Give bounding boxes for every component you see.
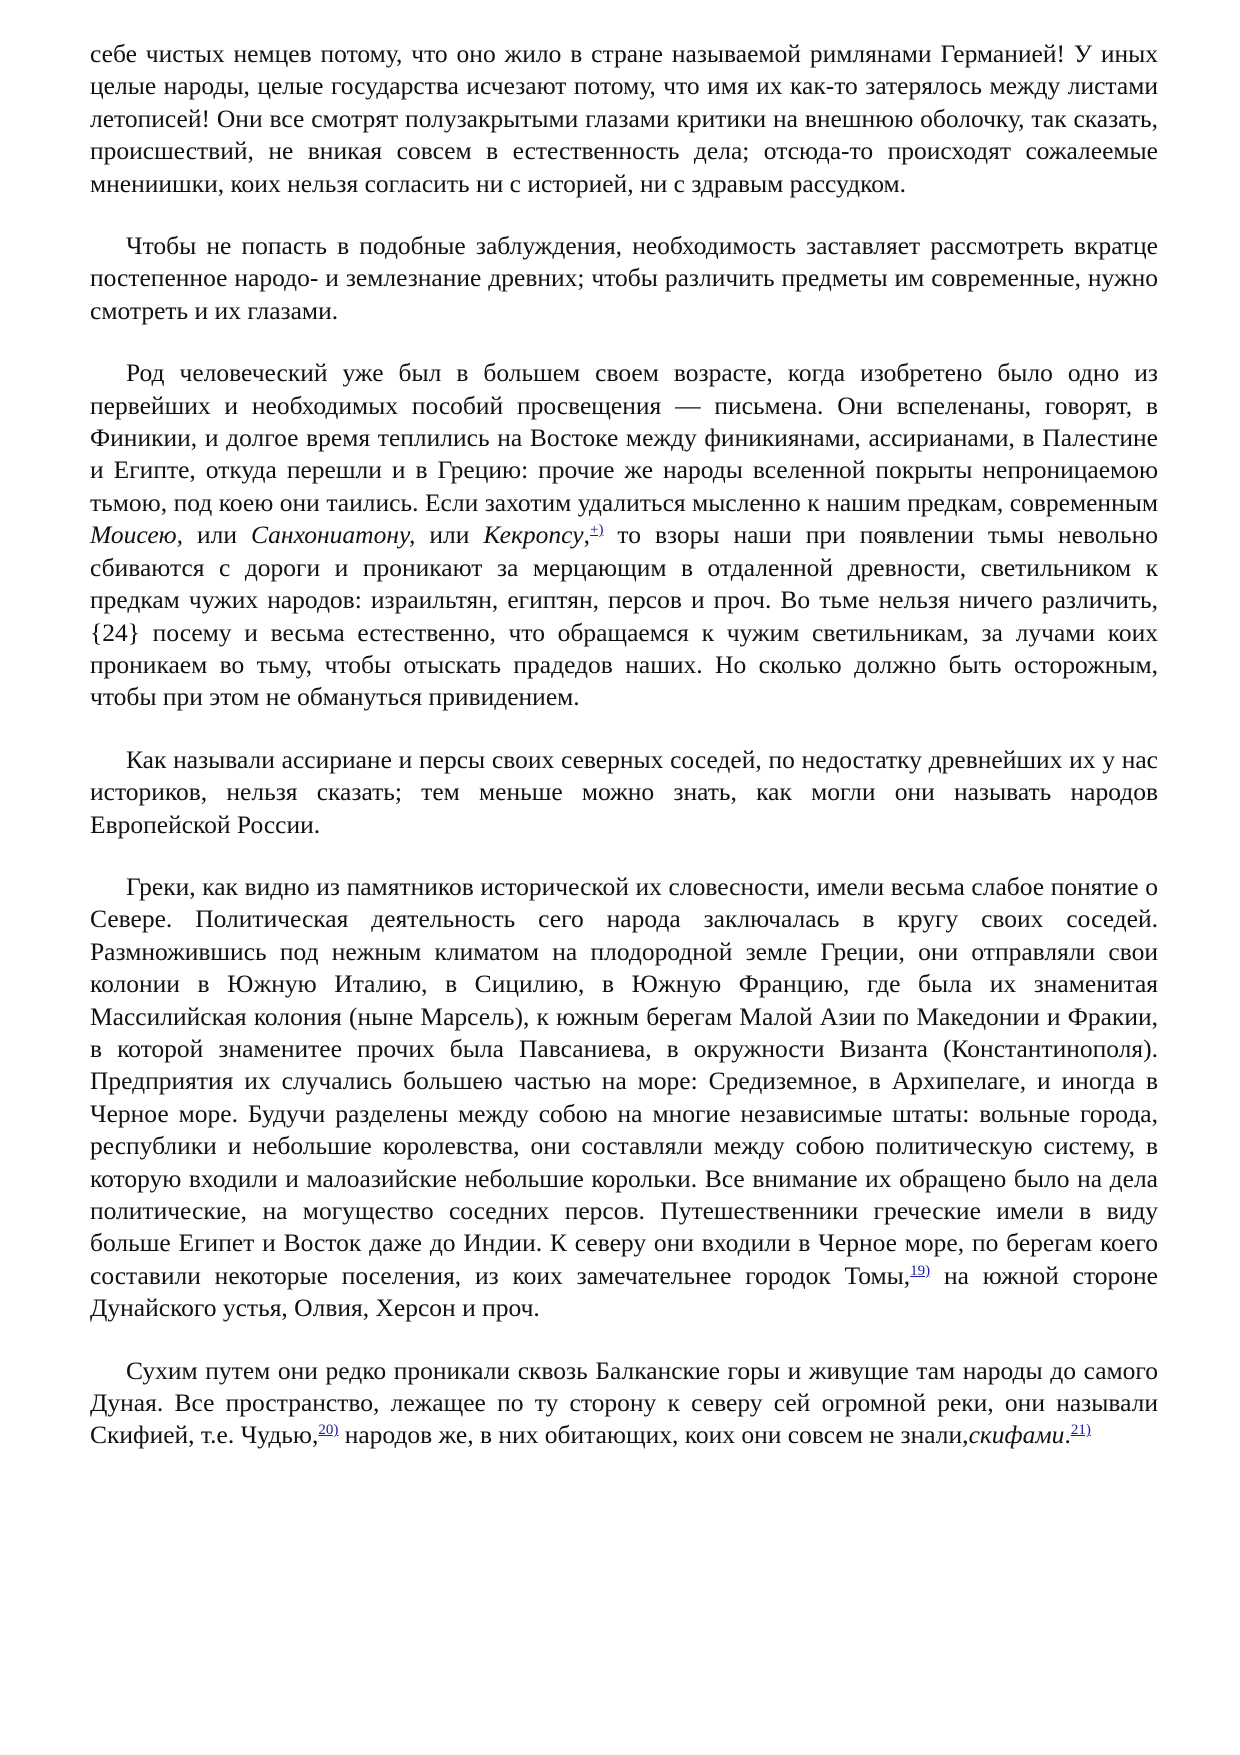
- text-run: ,: [583, 520, 590, 550]
- text-run: Греки, как видно из памятников исторической их словесности, имели весьма слабое понятие о Севере. Политическая деятельность сего народа заключалась в кругу своих соседей. Размножившись под нежным климатом на плодородной земле Греции, они отправляли свои колонии в Южную Италию, в Сицилию, в Южную Францию, где была их знаменитая Массилийская колония (ныне Марсель), к южным берегам Малой Азии по Македонии и Фракии, в которой знаменитее прочих была Павсаниева, в окружности Византа (Константинополя). Предприятия их случались большею частью на море: Средиземное, в Архипелаге, и иногда в Черное море. Будучи разделены между собою на многие независимые штаты: вольные города, республики и небольшие королевства, они составляли между собою политическую систему, в которую входили и малоазийские небольшие корольки. Все внимание их обращено было на дела политические, на могущество соседних персов. Путешественники греческие имели в виду больше Египет и Восток даже до Индии. К северу они входили в Черное море, по берегам коего составили некоторые поселения, из коих замечательнее городок Томы,: [90, 871, 1158, 1290]
- text-run: народов же, в них обитающих, коих они совсем не знали,: [338, 1420, 969, 1450]
- paragraph-2: [90, 230, 1158, 327]
- paragraph-5: [90, 871, 1158, 1325]
- footnote-link[interactable]: +): [590, 522, 604, 539]
- text-run: Как называли ассириане и персы своих северных соседей, по недостатку древнейших их у нас историков, нельзя сказать; тем меньше можно знать, как могли они называть народов Европейской России.: [90, 744, 1158, 839]
- text-run: себе чистых немцев потому, что оно жило в стране называемой римлянами Германией! У иных целые народы, целые государства исчезают потому, что имя их как-то затерялось между листами летописей! Они все смотрят полузакрытыми глазами критики на внешнюю оболочку, так сказать, происшествий, не вникая совсем в естественность дела; отсюда-то происходят сожалеемые мнениишки, коих нельзя согласить ни с историей, ни с здравым рассудком.: [90, 39, 1158, 198]
- italic-text: Санхониатону,: [251, 520, 416, 550]
- italic-text: скифами: [968, 1420, 1065, 1450]
- text-run: или: [415, 520, 484, 550]
- footnote-link[interactable]: 19): [910, 1262, 931, 1279]
- italic-text: Моисею,: [90, 520, 184, 550]
- document-page: [90, 38, 1158, 1482]
- text-run: то взоры наши при появлении тьмы невольно сбиваются с дороги и проникают за мерцающим в отдаленной древности, светильником к предкам чужих народов: израильтян, египтян, персов и проч. Во тьме нельзя ничего различить, {24} посему и весьма естественно, что обращаемся к чужим светильникам, за лучами коих проникаем во тьму, чтобы отыскать прадедов наших. Но сколько должно быть осторожным, чтобы при этом не обмануться привидением.: [90, 520, 1158, 712]
- text-run: Род человеческий уже был в большем своем возрасте, когда изобретено было одно из первейших и необходимых пособий просвещения — письмена. Они вспеленаны, говорят, в Финикии, и долгое время теплились на Востоке между финикиянами, ассирианами, в Палестине и Египте, откуда перешли и в Грецию: прочие же народы вселенной покрыты непроницаемою тьмою, под коею они таились. Если захотим удалиться мысленно к нашим предкам, современным: [90, 358, 1158, 517]
- text-run: .: [1064, 1420, 1071, 1450]
- footnote-link[interactable]: 20): [318, 1422, 339, 1439]
- paragraph-1: [90, 38, 1158, 200]
- text-run: или: [183, 520, 251, 550]
- text-run: Чтобы не попасть в подобные заблуждения, необходимость заставляет рассмотреть вкратце постепенное народо- и землезнание древних; чтобы различить предметы им современные, нужно смотреть и их глазами.: [90, 231, 1158, 325]
- footnote-link[interactable]: 21): [1070, 1422, 1091, 1439]
- paragraph-6: [90, 1355, 1158, 1452]
- paragraph-3: [90, 357, 1158, 713]
- text-run: Сухим путем они редко проникали сквозь Балканские горы и живущие там народы до самого Дуная. Все пространство, лежащее по ту сторону к северу сей огромной реки, они называли Скифией, т.е. Чудью,: [90, 1355, 1158, 1450]
- text-run: на южной стороне Дунайского устья, Олвия, Херсон и проч.: [90, 1260, 1158, 1323]
- paragraph-4: [90, 744, 1158, 841]
- italic-text: Кекропсу: [483, 520, 584, 550]
